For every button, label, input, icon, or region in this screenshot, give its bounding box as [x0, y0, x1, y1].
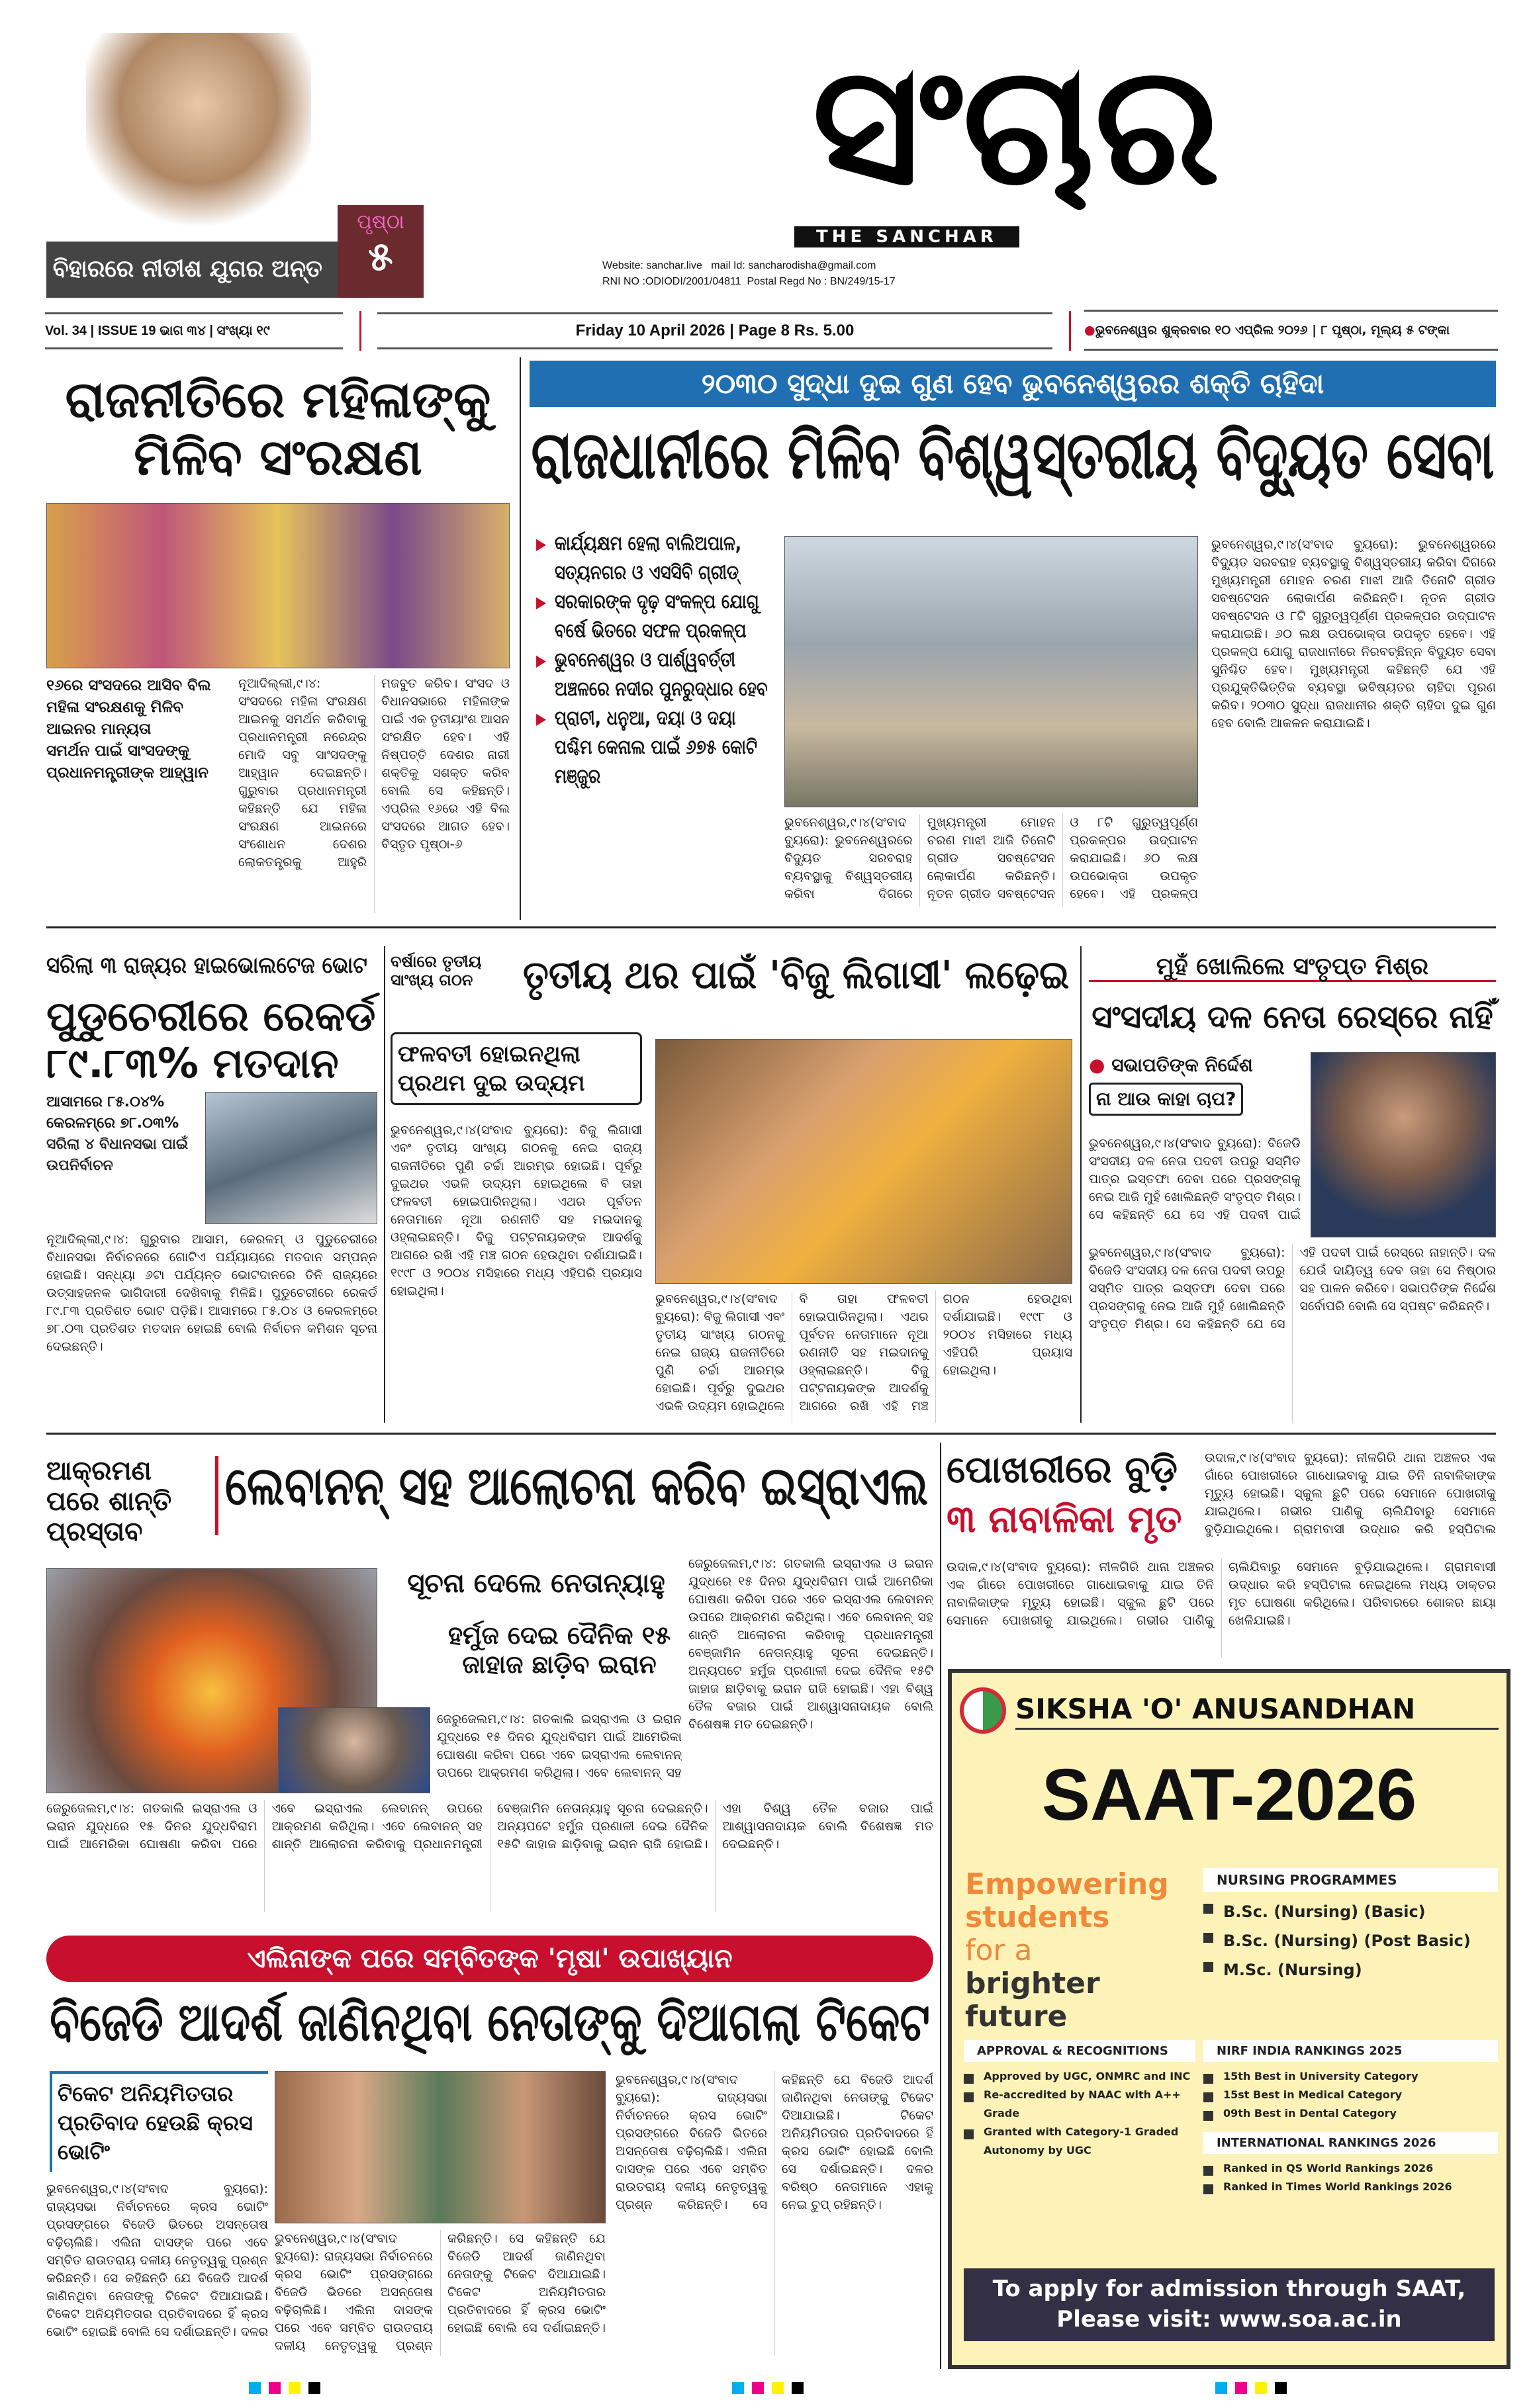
- s4-headline[interactable]: ତୃତୀୟ ଥର ପାଇଁ 'ବିଜୁ ଲିଗାସୀ' ଲଢ଼େଇ: [523, 952, 1070, 997]
- s1-body: ନୂଆଦିଲ୍ଲୀ,୯।୪: ସଂସଦରେ ମହିଳା ସଂରକ୍ଷଣ ଆଇନକୁ ସମର୍ଥନ କରିବାକୁ ପ୍ରଧାନମନ୍ତ୍ରୀ ନରେନ୍ଦ୍ର ମୋଦି ସବୁ ସାଂସଦଙ୍କୁ ଆହ୍ୱାନ ଦେଇଛନ୍ତି। ଗୁରୁବାର ପ୍ରଧାନମନ୍ତ୍ରୀ କହିଛନ୍ତି ଯେ ମହିଳା ସଂରକ୍ଷଣ ଆଇନରେ ସଂଶୋଧନ ଦେଶର ଲୋକତନ୍ତ୍ରକୁ ଆହୁରି ମଜବୁତ କରିବ। ସଂସଦ ଓ ବିଧାନସଭାରେ ମହିଳାଙ୍କ ପାଇଁ ଏକ ତୃତୀୟାଂଶ ଆସନ ସଂରକ୍ଷିତ ହେବ। ଏହି ନିଷ୍ପତ୍ତି ଦେଶର ନାରୀ ଶକ୍ତିକୁ ସଶକ୍ତ କରିବ ବୋଲି ସେ କହିଛନ୍ତି। ଏପ୍ରିଲ ୧୬ରେ ଏହି ବିଲ ସଂସଦରେ ଆଗତ ହେବ। ବିସ୍ତୃତ ପୃଷ୍ଠା-୬: [238, 676, 510, 870]
- s7-body-lower: ଉଦାଳ,୯।୪(ସଂବାଦ ବ୍ୟୁରୋ): ନୀଳଗିରି ଥାନା ଅଞ୍ଚଳର ଏକ ଗାଁରେ ପୋଖରୀରେ ଗାଧୋଇବାକୁ ଯାଇ ତିନି ନାବାଳିକାଙ୍କ ମୃତ୍ୟୁ ହୋଇଛି। ସ୍କୁଲ ଛୁଟି ପରେ ସେମାନେ ପୋଖରୀକୁ ଯାଇଥିଲେ। ଗଭୀର ପାଣିକୁ ଚାଲିଯିବାରୁ ସେମାନେ ବୁଡ଼ିଯାଇଥିଲେ। ଗ୍ରାମବାସୀ ଉଦ୍ଧାର କରି ହସ୍ପିଟାଲ ନେଇଥିଲେ ମଧ୍ୟ ଡାକ୍ତର ମୃତ ଘୋଷଣା କରିଥିଲେ। ପରିବାରରେ ଶୋକର ଛାୟା ଖେଳିଯାଇଛି।: [947, 1560, 1496, 1628]
- s6-body: ଜେରୁଜେଲମ,୯।୪: ଗତକାଲି ଇସ୍ରାଏଲ ଓ ଇରାନ ଯୁଦ୍ଧରେ ୧୫ ଦିନର ଯୁଦ୍ଧବିରାମ ପାଇଁ ଆମେରିକା ଘୋଷଣା କରିବା ପରେ ଏବେ ଇସ୍ରାଏଲ ଲେବାନନ୍ ଉପରେ ଆକ୍ରମଣ କରିଥିଲା। ଏବେ ଲେବାନନ୍ ସହ ଶାନ୍ତି ଆଲୋଚନା କରିବାକୁ ପ୍ରଧାନମନ୍ତ୍ରୀ ବେଞ୍ଜାମିନ ନେତାନ୍ୟାହୁ ସୂଚନା ଦେଇଛନ୍ତି। ଅନ୍ୟପଟେ ହର୍ମୁଜ ପ୍ରଣାଳୀ ଦେଇ ଦୈନିକ ୧୫ଟି ଜାହାଜ ଛାଡ଼ିବାକୁ ଇରାନ ରାଜି ହୋଇଛି। ଏହା ବିଶ୍ୱ ତୈଳ ବଜାର ପାଇଁ ଆଶ୍ୱାସନାଦାୟକ ବୋଲି ବିଶେଷଜ୍ଞ ମତ ଦେଇଛନ୍ତି।: [688, 1556, 933, 1732]
- s3-headline[interactable]: ପୁଡୁଚେରୀରେ ରେକର୍ଡ ୮୯.୮୩% ମତଦାନ: [46, 992, 376, 1088]
- nirf-item: 09th Best in Dental Category: [1203, 2104, 1498, 2123]
- s8-body: ଭୁବନେଶ୍ୱର,୯।୪(ସଂବାଦ ବ୍ୟୁରୋ): ରାଜ୍ୟସଭା ନିର୍ବାଚନରେ କ୍ରସ ଭୋଟିଂ ପ୍ରସଙ୍ଗରେ ବିଜେଡି ଭିତରେ ଅସନ୍ତୋଷ ବଢ଼ିଚାଲିଛି। ଏଲିନା ଦାସଙ୍କ ପରେ ଏବେ ସମ୍ବିତ ରାଉତରାୟ ଦଳୀୟ ନେତୃତ୍ୱକୁ ପ୍ରଶ୍ନ କରିଛନ୍ତି। ସେ କହିଛନ୍ତି ଯେ ବିଜେଡି ଆଦର୍ଶ ଜାଣିନଥିବା ନେତାଙ୍କୁ ଟିକେଟ ଦିଆଯାଇଛି। ଟିକେଟ ଅନିୟମିତତାର ପ୍ରତିବାଦରେ ହିଁ କ୍ରସ ଭୋଟିଂ ହୋଇଛି ବୋଲି ସେ ଦର୍ଶାଇଛନ୍ତି। ଦଳର: [46, 2182, 268, 2339]
- page-number: ୫: [368, 234, 393, 280]
- rni-number: RNI NO :ODIODI/2001/04811: [602, 276, 741, 287]
- nirf-heading: NIRF INDIA RANKINGS 2025: [1203, 2040, 1498, 2062]
- s6-body-mid: ଜେରୁଜେଲମ,୯।୪: ଗତକାଲି ଇସ୍ରାଏଲ ଓ ଇରାନ ଯୁଦ୍ଧରେ ୧୫ ଦିନର ଯୁଦ୍ଧବିରାମ ପାଇଁ ଆମେରିକା ଘୋଷଣା କରିବା ପରେ ଏବେ ଇସ୍ରାଏଲ ଲେବାନନ୍ ଉପରେ ଆକ୍ରମଣ କରିଥିଲା। ଏବେ ଲେବାନନ୍ ସହ: [437, 1712, 682, 1780]
- s5-sub1: ● ସଭାପତିଙ୍କ ନିର୍ଦ୍ଦେଶ: [1089, 1054, 1253, 1076]
- divider: [215, 1456, 218, 1535]
- approval-item: Re-accredited by NAAC with A++ Grade: [964, 2086, 1195, 2123]
- s5-body-side: ଭୁବନେଶ୍ୱର,୯।୪(ସଂବାଦ ବ୍ୟୁରୋ): ବିଜେଡି ସଂସଦୀୟ ଦଳ ନେତା ପଦବୀ ଉପରୁ ସସ୍ମିତ ପାତ୍ର ଇସ୍ତଫା ଦେବା ପରେ ପ୍ରସଙ୍ଗକୁ ନେଇ ଆଜି ମୁହଁ ଖୋଲିଛନ୍ତି ସଂତୃପ୍ତ ମିଶ୍ର। ସେ କହିଛନ୍ତି ଯେ ସେ ଏହି ପଦବୀ ପାଇଁ: [1089, 1136, 1301, 1222]
- s6-headline[interactable]: ଲେବାନନ୍ ସହ ଆଲୋଚନା କରିବ ଇସ୍ରାଏଲ: [225, 1455, 929, 1517]
- s2-headline[interactable]: ରାଜଧାନୀରେ ମିଳିବ ବିଶ୍ୱସ୍ତରୀୟ ବିଦ୍ୟୁତ ସେବା: [531, 416, 1495, 494]
- approval-column: [964, 2040, 1195, 2160]
- intl-heading: INTERNATIONAL RANKINGS 2026: [1203, 2132, 1498, 2154]
- approval-item: Granted with Category-1 Graded Autonomy by UGC: [964, 2123, 1195, 2160]
- ad-title: SAAT-2026: [1041, 1754, 1417, 1836]
- s8-photo: [275, 2071, 606, 2223]
- s6-sub2: ହର୍ମୁଜ ଦେଇ ଦୈନିକ ୧୫ ଜାହାଜ ଛାଡ଼ିବ ଇରାନ: [447, 1621, 671, 1679]
- s3-sub: ଆସାମରେ ୮୫.୦୪%: [46, 1094, 165, 1110]
- soa-logo-icon: [960, 1687, 1006, 1734]
- s2-bullet: ▶ କାର୍ଯ୍ୟକ୍ଷମ ହେଲା ବାଲିଅପାଳ, ସତ୍ୟନଗର ଓ ଏସସିବି ଗ୍ରୀଡ୍: [536, 529, 774, 588]
- s2-bullet: ▶ ସରକାରଙ୍କ ଦୃଢ଼ ସଂକଳ୍ପ ଯୋଗୁ ବର୍ଷେ ଭିତରେ ସଫଳ ପ୍ରକଳ୍ପ: [536, 588, 774, 646]
- s2-photo: [784, 536, 1198, 807]
- s4-kicker: ବର୍ଷାରେ ତୃତୀୟ ସାଂଖ୍ୟ ଗଠନ: [391, 952, 482, 989]
- registration-marks: [40, 2382, 1496, 2398]
- s3-body: ନୂଆଦିଲ୍ଲୀ,୯।୪: ଗୁରୁବାର ଆସାମ, କେରଳମ୍ ଓ ପୁଡୁଚେରୀରେ ବିଧାନସଭା ନିର୍ବାଚନରେ ଗୋଟିଏ ପର୍ଯ୍ୟାୟରେ ମତଦାନ ସମ୍ପନ୍ନ ହୋଇଛି। ସନ୍ଧ୍ୟା ୬ଟା ପର୍ଯ୍ୟନ୍ତ ଭୋଟଦାନରେ ତିନି ରାଜ୍ୟରେ ଉତ୍ସାହଜନକ ଭାଗିଦାରୀ ଦେଖିବାକୁ ମିଳିଛି। ପୁଡୁଚେରୀରେ ରେକର୍ଡ ୮୯.୮୩ ପ୍ରତିଶତ ଭୋଟ ପଡ଼ିଛି। ଆସାମରେ ୮୫.୦୪ ଓ କେରଳମ୍‌ରେ ୭୮.୦୩ ପ୍ରତିଶତ ମତଦାନ ହୋଇଛି ବୋଲି ନିର୍ବାଚନ କମିଶନ ସୂଚନା ଦେଇଛନ୍ତି।: [46, 1232, 377, 1354]
- masthead-logo: ସଂଚାର: [812, 29, 1220, 222]
- s8-banner: ଏଲିନାଙ୍କ ପରେ ସମ୍ବିତଙ୍କ 'ମୃଷା' ଉପାଖ୍ୟାନ: [247, 1943, 733, 1974]
- page-label: ପୃଷ୍ଠା: [357, 210, 404, 234]
- nursing-item: M.Sc. (Nursing): [1203, 1955, 1498, 1984]
- promo-page-badge: [338, 205, 424, 298]
- intl-item: Ranked in QS World Rankings 2026: [1203, 2159, 1498, 2178]
- s6-inset-photo: [278, 1707, 430, 1793]
- s7-headline-2[interactable]: ୩ ନାବାଳିକା ମୃତ: [947, 1498, 1182, 1541]
- postal-reg: Postal Regd No : BN/249/15-17: [747, 276, 896, 287]
- s1-bullet: ୧୬ରେ ସଂସଦରେ ଆସିବ ବିଲ: [46, 677, 211, 694]
- s1-bullet: ସମର୍ଥନ ପାଇଁ ସାଂସଦଙ୍କୁ ପ୍ରଧାନମନ୍ତ୍ରୀଙ୍କ ଆହ୍ୱାନ: [46, 742, 209, 781]
- s5-sub: [1089, 1052, 1301, 1116]
- nirf-item: 15st Best in Medical Category: [1203, 2086, 1498, 2104]
- section-divider: [46, 926, 1496, 928]
- promo-caption: ବିହାରରେ ନୀତୀଶ ଯୁଗର ଅନ୍ତ: [52, 255, 322, 283]
- masthead-contact: [602, 258, 896, 290]
- s8-body-right: ଭୁବନେଶ୍ୱର,୯।୪(ସଂବାଦ ବ୍ୟୁରୋ): ରାଜ୍ୟସଭା ନିର୍ବାଚନରେ କ୍ରସ ଭୋଟିଂ ପ୍ରସଙ୍ଗରେ ବିଜେଡି ଭିତରେ ଅସନ୍ତୋଷ ବଢ଼ିଚାଲିଛି। ଏଲିନା ଦାସଙ୍କ ପରେ ଏବେ ସମ୍ବିତ ରାଉତରାୟ ଦଳୀୟ ନେତୃତ୍ୱକୁ ପ୍ରଶ୍ନ କରିଛନ୍ତି। ସେ କହିଛନ୍ତି ଯେ ବିଜେଡି ଆଦର୍ଶ ଜାଣିନଥିବା ନେତାଙ୍କୁ ଟିକେଟ ଦିଆଯାଇଛି। ଟିକେଟ ଅନିୟମିତତାର ପ୍ରତିବାଦରେ ହିଁ କ୍ରସ ଭୋଟିଂ ହୋଇଛି ବୋଲି ସେ ଦର୍ଶାଇଛନ୍ତି। ଦଳର ବରିଷ୍ଠ ନେତାମାନେ ଏହାକୁ ନେଇ ଚୁପ୍ ରହିଛନ୍ତି।: [616, 2073, 933, 2212]
- s4-photo: [655, 1039, 1072, 1284]
- s6-body-lower: ଜେରୁଜେଲମ,୯।୪: ଗତକାଲି ଇସ୍ରାଏଲ ଓ ଇରାନ ଯୁଦ୍ଧରେ ୧୫ ଦିନର ଯୁଦ୍ଧବିରାମ ପାଇଁ ଆମେରିକା ଘୋଷଣା କରିବା ପରେ ଏବେ ଇସ୍ରାଏଲ ଲେବାନନ୍ ଉପରେ ଆକ୍ରମଣ କରିଥିଲା। ଏବେ ଲେବାନନ୍ ସହ ଶାନ୍ତି ଆଲୋଚନା କରିବାକୁ ପ୍ରଧାନମନ୍ତ୍ରୀ ବେଞ୍ଜାମିନ ନେତାନ୍ୟାହୁ ସୂଚନା ଦେଇଛନ୍ତି। ଅନ୍ୟପଟେ ହର୍ମୁଜ ପ୍ରଣାଳୀ ଦେଇ ଦୈନିକ ୧୫ଟି ଜାହାଜ ଛାଡ଼ିବାକୁ ଇରାନ ରାଜି ହୋଇଛି। ଏହା ବିଶ୍ୱ ତୈଳ ବଜାର ପାଇଁ ଆଶ୍ୱାସନାଦାୟକ ବୋଲି ବିଶେଷଜ୍ଞ ମତ ଦେଇଛନ୍ତି।: [46, 1801, 933, 1851]
- column-divider: [520, 357, 521, 920]
- nursing-column: [1203, 1868, 1498, 1984]
- s4-sub: ଫଳବତୀ ହୋଇନଥିଲା ପ୍ରଥମ ଦୁଇ ଉଦ୍ୟମ: [391, 1032, 642, 1105]
- s4-body: ଭୁବନେଶ୍ୱର,୯।୪(ସଂବାଦ ବ୍ୟୁରୋ): ବିଜୁ ଲିଗାସୀ ଏବଂ ତୃତୀୟ ସାଂଖ୍ୟ ଗଠନକୁ ନେଇ ରାଜ୍ୟ ରାଜନୀତିରେ ପୁଣି ଚର୍ଚ୍ଚା ଆରମ୍ଭ ହୋଇଛି। ପୂର୍ବରୁ ଦୁଇଥର ଏଭଳି ଉଦ୍ୟମ ହୋଇଥିଲେ ବି ତାହା ଫଳବତୀ ହୋଇପାରିନଥିଲା। ଏଥର ପୂର୍ବତନ ନେତାମାନେ ନୂଆ ରଣନୀତି ସହ ମଇଦାନକୁ ଓହ୍ଲାଇଛନ୍ତି। ବିଜୁ ପଟ୍ଟନାୟକଙ୍କ ଆଦର୍ଶକୁ ଆଗରେ ରଖି ଏହି ମଞ୍ଚ ଗଠନ ହେଉଥିବା ଦର୍ଶାଯାଇଛି। ୧୯୯୮ ଓ ୨୦୦୪ ମସିହାରେ ମଧ୍ୟ ଏହିପରି ପ୍ରୟାସ ହୋଇଥିଲା।: [391, 1123, 642, 1298]
- website-link[interactable]: Website: sanchar.live: [602, 260, 702, 271]
- s8-body-lower: ଭୁବନେଶ୍ୱର,୯।୪(ସଂବାଦ ବ୍ୟୁରୋ): ରାଜ୍ୟସଭା ନିର୍ବାଚନରେ କ୍ରସ ଭୋଟିଂ ପ୍ରସଙ୍ଗରେ ବିଜେଡି ଭିତରେ ଅସନ୍ତୋଷ ବଢ଼ିଚାଲିଛି। ଏଲିନା ଦାସଙ୍କ ପରେ ଏବେ ସମ୍ବିତ ରାଉତରାୟ ଦଳୀୟ ନେତୃତ୍ୱକୁ ପ୍ରଶ୍ନ କରିଛନ୍ତି। ସେ କହିଛନ୍ତି ଯେ ବିଜେଡି ଆଦର୍ଶ ଜାଣିନଥିବା ନେତାଙ୍କୁ ଟିକେଟ ଦିଆଯାଇଛି। ଟିକେଟ ଅନିୟମିତତାର ପ୍ରତିବାଦରେ ହିଁ କ୍ରସ ଭୋଟିଂ ହୋଇଛି ବୋଲି ସେ ଦର୍ଶାଇଛନ୍ତି।: [275, 2231, 606, 2353]
- ad-org: SIKSHA 'O' ANUSANDHAN: [1015, 1693, 1499, 1730]
- nursing-item: B.Sc. (Nursing) (Post Basic): [1203, 1926, 1498, 1955]
- promo-photo: [86, 33, 311, 238]
- column-divider: [940, 1443, 941, 2369]
- s2-body: ଭୁବନେଶ୍ୱର,୯।୪(ସଂବାଦ ବ୍ୟୁରୋ): ଭୁବନେଶ୍ୱରରେ ବିଦ୍ୟୁତ ସରବରାହ ବ୍ୟବସ୍ଥାକୁ ବିଶ୍ୱସ୍ତରୀୟ କରିବା ଦିଗରେ ମୁଖ୍ୟମନ୍ତ୍ରୀ ମୋହନ ଚରଣ ମାଝୀ ଆଜି ତିନୋଟି ଗ୍ରୀଡ ସବଷ୍ଟେସନ ଲୋକାର୍ପଣ କରିଛନ୍ତି। ନୂତନ ଗ୍ରୀଡ ସବଷ୍ଟେସନ ଓ ୮ଟି ଗୁରୁତ୍ୱପୂର୍ଣ୍ଣ ପ୍ରକଳ୍ପର ଉଦ୍‌ଘାଟନ କରାଯାଇଛି। ୬୦ ଲକ୍ଷ ଉପଭୋକ୍ତା ଉପକୃତ ହେବେ। ଏହି ପ୍ରକଳ୍ପ ଯୋଗୁ ରାଜଧାନୀରେ ନିରବଚ୍ଛିନ୍ନ ବିଦ୍ୟୁତ ସେବା ସୁନିଶ୍ଚିତ ହେବ। ମୁଖ୍ୟମନ୍ତ୍ରୀ କହିଛନ୍ତି ଯେ ଏହି ପ୍ରଯୁକ୍ତିଭିତ୍ତିକ ବ୍ୟବସ୍ଥା ଭବିଷ୍ୟତର ଚାହିଦା ପୂରଣ କରିବ। ୨୦୩୦ ସୁଦ୍ଧା ରାଜଧାନୀର ଶକ୍ତି ଚାହିଦା ଦୁଇ ଗୁଣ ହେବ ବୋଲି ଆକଳନ କରାଯାଇଛି।: [1211, 537, 1496, 731]
- s1-photo: [46, 503, 510, 668]
- s6-sub1: ସୂଚନା ଦେଲେ ନେତାନ୍ୟାହୁ: [407, 1568, 665, 1599]
- s3-sub: ସରିଲା ୪ ବିଧାନସଭା ପାଇଁ ଉପନିର୍ବାଚନ: [46, 1136, 189, 1174]
- english-name-bar: THE SANCHAR: [794, 226, 1019, 247]
- ad-tagline: Empowering students for a brighter future: [965, 1867, 1169, 2033]
- s2-bullet: ▶ ଭୁବନେଶ୍ୱର ଓ ପାର୍ଶ୍ୱବର୍ତ୍ତୀ ଅଞ୍ଚଳରେ ନଦୀର ପୁନରୁଦ୍ଧାର ହେବ: [536, 646, 774, 704]
- s3-sub: କେରଳମ୍‌ରେ ୭୮.୦୩%: [46, 1115, 179, 1132]
- s7-body: ଉଦାଳ,୯।୪(ସଂବାଦ ବ୍ୟୁରୋ): ନୀଳଗିରି ଥାନା ଅଞ୍ଚଳର ଏକ ଗାଁରେ ପୋଖରୀରେ ଗାଧୋଇବାକୁ ଯାଇ ତିନି ନାବାଳିକାଙ୍କ ମୃତ୍ୟୁ ହୋଇଛି। ସ୍କୁଲ ଛୁଟି ପରେ ସେମାନେ ପୋଖରୀକୁ ଯାଇଥିଲେ। ଗଭୀର ପାଣିକୁ ଚାଲିଯିବାରୁ ସେମାନେ ବୁଡ଼ିଯାଇଥିଲେ। ଗ୍ରାମବାସୀ ଉଦ୍ଧାର କରି ହସ୍ପିଟାଲ: [1205, 1450, 1496, 1537]
- column-divider: [1080, 946, 1082, 1423]
- ad-cta[interactable]: To apply for admission through SAAT, Please visit: www.soa.ac.in: [964, 2268, 1495, 2341]
- approval-heading: APPROVAL & RECOGNITIONS: [964, 2040, 1195, 2062]
- info-right: ●ଭୁବନେଶ୍ୱର ଶୁକ୍ରବାର ୧୦ ଏପ୍ରିଲ ୨୦୨୬ | ୮ ପୃଷ୍ଠା, ମୂଲ୍ୟ ୫ ଟଙ୍କା: [1084, 310, 1498, 351]
- s2-bullet: ▶ ପ୍ରାଚୀ, ଧନୁଆ, ଦୟା ଓ ଦୟା ପଶ୍ଚିମ କେନାଲ ପାଇଁ ୬୭୫ କୋଟି ମଞ୍ଜୁର: [536, 704, 774, 791]
- intl-item: Ranked in Times World Rankings 2026: [1203, 2178, 1498, 2196]
- s2-bullets: [536, 529, 774, 791]
- s1-bullets: [46, 675, 232, 784]
- promo-box[interactable]: [46, 33, 424, 298]
- s3-kicker: ସରିଲା ୩ ରାଜ୍ୟର ହାଇଭୋଲଟେଜ ଭୋଟ: [46, 952, 367, 979]
- s1-headline[interactable]: ରାଜନୀତିରେ ମହିଳାଙ୍କୁ ମିଳିବ ସଂରକ୍ଷଣ: [65, 370, 491, 487]
- info-left: Vol. 34 | ISSUE 19 ଭାଗ ୩୪ | ସଂଖ୍ୟା ୧୯: [45, 312, 343, 349]
- info-right-text: ଭୁବନେଶ୍ୱର ଶୁକ୍ରବାର ୧୦ ଏପ୍ରିଲ ୨୦୨୬ | ୮ ପୃଷ୍ଠା, ମୂଲ୍ୟ ୫ ଟଙ୍କା: [1095, 323, 1450, 337]
- divider: [1069, 311, 1071, 351]
- column-divider: [384, 946, 385, 1423]
- s5-sub2: ନା ଆଉ କାହା ଚାପ?: [1089, 1083, 1243, 1116]
- s5-headline[interactable]: ସଂସଦୀୟ ଦଳ ନେତା ରେସ୍‌ରେ ନାହିଁ: [1091, 999, 1493, 1036]
- s5-photo: [1311, 1052, 1496, 1237]
- info-date: Friday 10 April 2026 | Page 8 Rs. 5.00: [377, 312, 1052, 349]
- s8-sub: ଟିକେଟ ଅନିୟମିତତାର ପ୍ରତିବାଦ ହେଉଛି କ୍ରସ ଭୋଟିଂ: [50, 2071, 268, 2172]
- approval-item: Approved by UGC, ONMRC and INC: [964, 2067, 1195, 2086]
- s1-bullet: ମହିଳା ସଂରକ୍ଷଣକୁ ମିଳିବ ଆଇନର ମାନ୍ୟତା: [46, 699, 183, 738]
- s5-body: ଭୁବନେଶ୍ୱର,୯।୪(ସଂବାଦ ବ୍ୟୁରୋ): ବିଜେଡି ସଂସଦୀୟ ଦଳ ନେତା ପଦବୀ ଉପରୁ ସସ୍ମିତ ପାତ୍ର ଇସ୍ତଫା ଦେବା ପରେ ପ୍ରସଙ୍ଗକୁ ନେଇ ଆଜି ମୁହଁ ଖୋଲିଛନ୍ତି ସଂତୃପ୍ତ ମିଶ୍ର। ସେ କହିଛନ୍ତି ଯେ ସେ ଏହି ପଦବୀ ପାଇଁ ରେସ୍‌ରେ ନାହାନ୍ତି। ଦଳ ଯେଉଁ ଦାୟିତ୍ୱ ଦେବ ତାହା ସେ ନିଷ୍ଠାର ସହ ପାଳନ କରିବେ। ସଭାପତିଙ୍କ ନିର୍ଦ୍ଦେଶ ସର୍ବୋପରି ବୋଲି ସେ ସ୍ପଷ୍ଟ କରିଛନ୍ତି।: [1089, 1245, 1496, 1331]
- s2-body-lower: ଭୁବନେଶ୍ୱର,୯।୪(ସଂବାଦ ବ୍ୟୁରୋ): ଭୁବନେଶ୍ୱରରେ ବିଦ୍ୟୁତ ସରବରାହ ବ୍ୟବସ୍ଥାକୁ ବିଶ୍ୱସ୍ତରୀୟ କରିବା ଦିଗରେ ମୁଖ୍ୟମନ୍ତ୍ରୀ ମୋହନ ଚରଣ ମାଝୀ ଆଜି ତିନୋଟି ଗ୍ରୀଡ ସବଷ୍ଟେସନ ଲୋକାର୍ପଣ କରିଛନ୍ତି। ନୂତନ ଗ୍ରୀଡ ସବଷ୍ଟେସନ ଓ ୮ଟି ଗୁରୁତ୍ୱପୂର୍ଣ୍ଣ ପ୍ରକଳ୍ପର ଉଦ୍‌ଘାଟନ କରାଯାଇଛି। ୬୦ ଲକ୍ଷ ଉପଭୋକ୍ତା ଉପକୃତ ହେବେ। ଏହି ପ୍ରକଳ୍ପ: [784, 815, 1198, 901]
- s4-body-lower: ଭୁବନେଶ୍ୱର,୯।୪(ସଂବାଦ ବ୍ୟୁରୋ): ବିଜୁ ଲିଗାସୀ ଏବଂ ତୃତୀୟ ସାଂଖ୍ୟ ଗଠନକୁ ନେଇ ରାଜ୍ୟ ରାଜନୀତିରେ ପୁଣି ଚର୍ଚ୍ଚା ଆରମ୍ଭ ହୋଇଛି। ପୂର୍ବରୁ ଦୁଇଥର ଏଭଳି ଉଦ୍ୟମ ହୋଇଥିଲେ ବି ତାହା ଫଳବତୀ ହୋଇପାରିନଥିଲା। ଏଥର ପୂର୍ବତନ ନେତାମାନେ ନୂଆ ରଣନୀତି ସହ ମଇଦାନକୁ ଓହ୍ଲାଇଛନ୍ତି। ବିଜୁ ପଟ୍ଟନାୟକଙ୍କ ଆଦର୍ଶକୁ ଆଗରେ ରଖି ଏହି ମଞ୍ଚ ଗଠନ ହେଉଥିବା ଦର୍ଶାଯାଇଛି। ୧୯୯୮ ଓ ୨୦୦୪ ମସିହାରେ ମଧ୍ୟ ଏହିପରି ପ୍ରୟାସ ହୋଇଥିଲା।: [655, 1292, 1072, 1413]
- s8-headline[interactable]: ବିଜେଡି ଆଦର୍ଶ ଜାଣିନଥିବା ନେତାଙ୍କୁ ଦିଆଗଲା ଟିକେଟ: [50, 1991, 930, 2053]
- s3-photo: [205, 1092, 377, 1224]
- rankings-column: [1203, 2040, 1498, 2196]
- section-divider: [46, 1433, 1496, 1435]
- s3-subs: [46, 1092, 199, 1177]
- nirf-item: 15th Best in University Category: [1203, 2067, 1498, 2086]
- s6-kicker: ଆକ୍ରମଣ ପରେ ଶାନ୍ତି ପ୍ରସ୍ତାବ: [46, 1456, 172, 1547]
- s7-headline-1[interactable]: ପୋଖରୀରେ ବୁଡ଼ି: [947, 1449, 1178, 1492]
- mail-id[interactable]: mail Id: sancharodisha@gmail.com: [711, 260, 876, 271]
- s2-kicker-bar: ୨୦୩୦ ସୁଦ୍ଧା ଦୁଇ ଗୁଣ ହେବ ଭୁବନେଶ୍ୱରର ଶକ୍ତି ଚାହିଦା: [701, 367, 1324, 400]
- nursing-item: B.Sc. (Nursing) (Basic): [1203, 1897, 1498, 1926]
- nursing-heading: NURSING PROGRAMMES: [1203, 1868, 1498, 1892]
- s5-kicker: ମୁହଁ ଖୋଲିଲେ ସଂତୃପ୍ତ ମିଶ୍ର: [1089, 953, 1496, 982]
- soa-advertisement[interactable]: [948, 1669, 1510, 2369]
- divider: [359, 311, 361, 351]
